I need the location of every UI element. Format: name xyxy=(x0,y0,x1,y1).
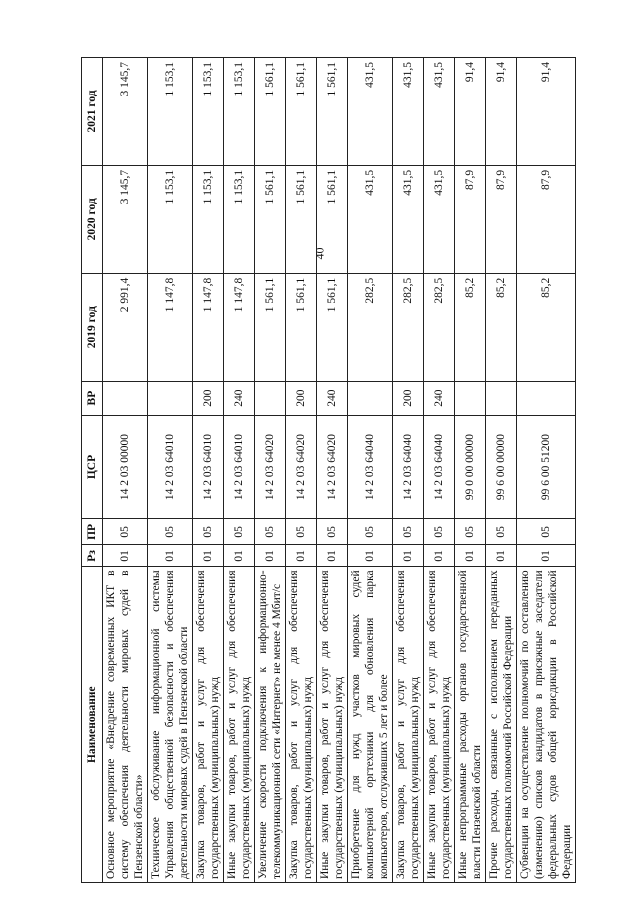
cell-2020: 1 561,1 xyxy=(255,165,286,273)
cell-2021: 91,4 xyxy=(517,58,576,166)
cell-2021: 1 561,1 xyxy=(255,58,286,166)
cell-2021: 431,5 xyxy=(348,58,393,166)
cell-2020: 1 561,1 xyxy=(317,165,348,273)
cell-2020: 3 145,7 xyxy=(103,165,148,273)
cell-csr: 99 6 00 51200 xyxy=(517,415,576,519)
cell-pr: 05 xyxy=(517,519,576,545)
cell-name: Закупка товаров, работ и услуг для обеспечения государственных (муниципальных) нужд xyxy=(193,567,224,883)
cell-2019: 282,5 xyxy=(424,273,455,381)
cell-csr: 14 2 03 64010 xyxy=(148,415,193,519)
cell-2021: 1 153,1 xyxy=(148,58,193,166)
cell-csr: 14 2 03 00000 xyxy=(103,415,148,519)
cell-name: Закупка товаров, работ и услуг для обеспечения государственных (муниципальных) нужд xyxy=(286,567,317,883)
cell-2021: 91,4 xyxy=(455,58,486,166)
cell-2020: 1 153,1 xyxy=(148,165,193,273)
table-row xyxy=(424,58,455,883)
cell-2020: 431,5 xyxy=(424,165,455,273)
cell-rz: 01 xyxy=(224,545,255,567)
cell-rz: 01 xyxy=(193,545,224,567)
cell-2020: 1 561,1 xyxy=(286,165,317,273)
cell-name: Приобретение для нужд участков мировых судей компьютерной оргтехники для обновления парка компьютеров, отслуживших 5 лет и более xyxy=(348,567,393,883)
cell-2021: 3 145,7 xyxy=(103,58,148,166)
cell-2020: 431,5 xyxy=(348,165,393,273)
cell-2019: 1 561,1 xyxy=(255,273,286,381)
table-row xyxy=(286,58,317,883)
table-row xyxy=(393,58,424,883)
header-2019: 2019 год xyxy=(82,273,103,381)
cell-2019: 1 147,8 xyxy=(148,273,193,381)
table-body xyxy=(103,58,576,883)
cell-rz: 01 xyxy=(486,545,517,567)
cell-name: Увеличение скорости подключения к информационно-телекоммуникационной сети «Интернет» не менее 4 Мбит/с xyxy=(255,567,286,883)
budget-table xyxy=(81,57,576,883)
cell-rz: 01 xyxy=(424,545,455,567)
table-row xyxy=(517,58,576,883)
cell-vr: 240 xyxy=(224,381,255,415)
cell-name: Основное мероприятие «Внедрение современных ИКТ в систему обеспечения деятельности мировых судей в Пензенской области» xyxy=(103,567,148,883)
cell-2020: 431,5 xyxy=(393,165,424,273)
cell-csr: 14 2 03 64020 xyxy=(286,415,317,519)
cell-pr: 05 xyxy=(103,519,148,545)
cell-2019: 85,2 xyxy=(486,273,517,381)
cell-pr: 05 xyxy=(455,519,486,545)
page-number: 40 xyxy=(312,247,327,260)
cell-csr: 99 6 00 00000 xyxy=(486,415,517,519)
table-header-row xyxy=(82,58,103,883)
cell-rz: 01 xyxy=(317,545,348,567)
cell-2019: 1 147,8 xyxy=(193,273,224,381)
cell-2019: 1 147,8 xyxy=(224,273,255,381)
cell-csr: 99 0 00 00000 xyxy=(455,415,486,519)
table-row xyxy=(103,58,148,883)
header-pr: ПР xyxy=(82,519,103,545)
table-row xyxy=(348,58,393,883)
cell-2019: 1 561,1 xyxy=(286,273,317,381)
cell-vr xyxy=(148,381,193,415)
cell-name: Прочие расходы, связанные с исполнением переданных государственных полномочий Российской Федерации xyxy=(486,567,517,883)
cell-pr: 05 xyxy=(317,519,348,545)
cell-vr xyxy=(455,381,486,415)
cell-rz: 01 xyxy=(348,545,393,567)
cell-pr: 05 xyxy=(424,519,455,545)
cell-csr: 14 2 03 64020 xyxy=(255,415,286,519)
cell-2020: 87,9 xyxy=(517,165,576,273)
cell-csr: 14 2 03 64040 xyxy=(393,415,424,519)
cell-csr: 14 2 03 64020 xyxy=(317,415,348,519)
cell-rz: 01 xyxy=(286,545,317,567)
table-row xyxy=(148,58,193,883)
table-row xyxy=(317,58,348,883)
cell-2021: 1 153,1 xyxy=(193,58,224,166)
table-row xyxy=(255,58,286,883)
cell-rz: 01 xyxy=(255,545,286,567)
cell-csr: 14 2 03 64040 xyxy=(348,415,393,519)
cell-rz: 01 xyxy=(103,545,148,567)
cell-pr: 05 xyxy=(286,519,317,545)
cell-2020: 1 153,1 xyxy=(224,165,255,273)
cell-2020: 87,9 xyxy=(486,165,517,273)
cell-2019: 2 991,4 xyxy=(103,273,148,381)
header-csr: ЦСР xyxy=(82,415,103,519)
cell-2019: 1 561,1 xyxy=(317,273,348,381)
cell-2020: 1 153,1 xyxy=(193,165,224,273)
header-2020: 2020 год xyxy=(82,165,103,273)
cell-vr: 200 xyxy=(193,381,224,415)
cell-pr: 05 xyxy=(193,519,224,545)
cell-rz: 01 xyxy=(393,545,424,567)
cell-2021: 1 561,1 xyxy=(317,58,348,166)
header-rz: Рз xyxy=(82,545,103,567)
cell-2019: 282,5 xyxy=(393,273,424,381)
header-2021: 2021 год xyxy=(82,58,103,166)
table-row xyxy=(486,58,517,883)
cell-rz: 01 xyxy=(455,545,486,567)
cell-pr: 05 xyxy=(486,519,517,545)
cell-vr: 240 xyxy=(424,381,455,415)
cell-name: Закупка товаров, работ и услуг для обеспечения государственных (муниципальных) нужд xyxy=(393,567,424,883)
cell-vr xyxy=(255,381,286,415)
cell-2021: 1 561,1 xyxy=(286,58,317,166)
header-name: Наименование xyxy=(82,567,103,883)
cell-vr xyxy=(348,381,393,415)
cell-2021: 431,5 xyxy=(393,58,424,166)
cell-2021: 431,5 xyxy=(424,58,455,166)
cell-2019: 85,2 xyxy=(517,273,576,381)
cell-vr xyxy=(486,381,517,415)
table-row xyxy=(193,58,224,883)
table-row xyxy=(224,58,255,883)
header-vr: ВР xyxy=(82,381,103,415)
cell-2019: 282,5 xyxy=(348,273,393,381)
cell-pr: 05 xyxy=(393,519,424,545)
cell-name: Техническое обслуживание информационной системы Управления общественной безопасности и обеспечения деятельности мировых судей в Пензенской области xyxy=(148,567,193,883)
cell-name: Иные непрограммные расходы органов государственной власти Пензенской области xyxy=(455,567,486,883)
cell-vr: 200 xyxy=(393,381,424,415)
cell-rz: 01 xyxy=(517,545,576,567)
cell-vr: 240 xyxy=(317,381,348,415)
cell-csr: 14 2 03 64040 xyxy=(424,415,455,519)
cell-pr: 05 xyxy=(255,519,286,545)
cell-name: Иные закупки товаров, работ и услуг для обеспечения государственных (муниципальных) нужд xyxy=(424,567,455,883)
table-row xyxy=(455,58,486,883)
cell-vr xyxy=(103,381,148,415)
rotated-budget-table xyxy=(81,57,575,883)
cell-name: Иные закупки товаров, работ и услуг для обеспечения государственных (муниципальных) нужд xyxy=(317,567,348,883)
cell-name: Иные закупки товаров, работ и услуг для обеспечения государственных (муниципальных) нужд xyxy=(224,567,255,883)
cell-2020: 87,9 xyxy=(455,165,486,273)
cell-csr: 14 2 03 64010 xyxy=(193,415,224,519)
cell-pr: 05 xyxy=(148,519,193,545)
cell-csr: 14 2 03 64010 xyxy=(224,415,255,519)
cell-name: Субвенции на осуществление полномочий по составлению (изменению) списков кандидатов в присяжные заседатели федеральных судов общей юрисдикции в Российской Федерации xyxy=(517,567,576,883)
cell-vr xyxy=(517,381,576,415)
cell-pr: 05 xyxy=(224,519,255,545)
cell-2021: 91,4 xyxy=(486,58,517,166)
cell-vr: 200 xyxy=(286,381,317,415)
cell-pr: 05 xyxy=(348,519,393,545)
cell-2019: 85,2 xyxy=(455,273,486,381)
cell-2021: 1 153,1 xyxy=(224,58,255,166)
cell-rz: 01 xyxy=(148,545,193,567)
